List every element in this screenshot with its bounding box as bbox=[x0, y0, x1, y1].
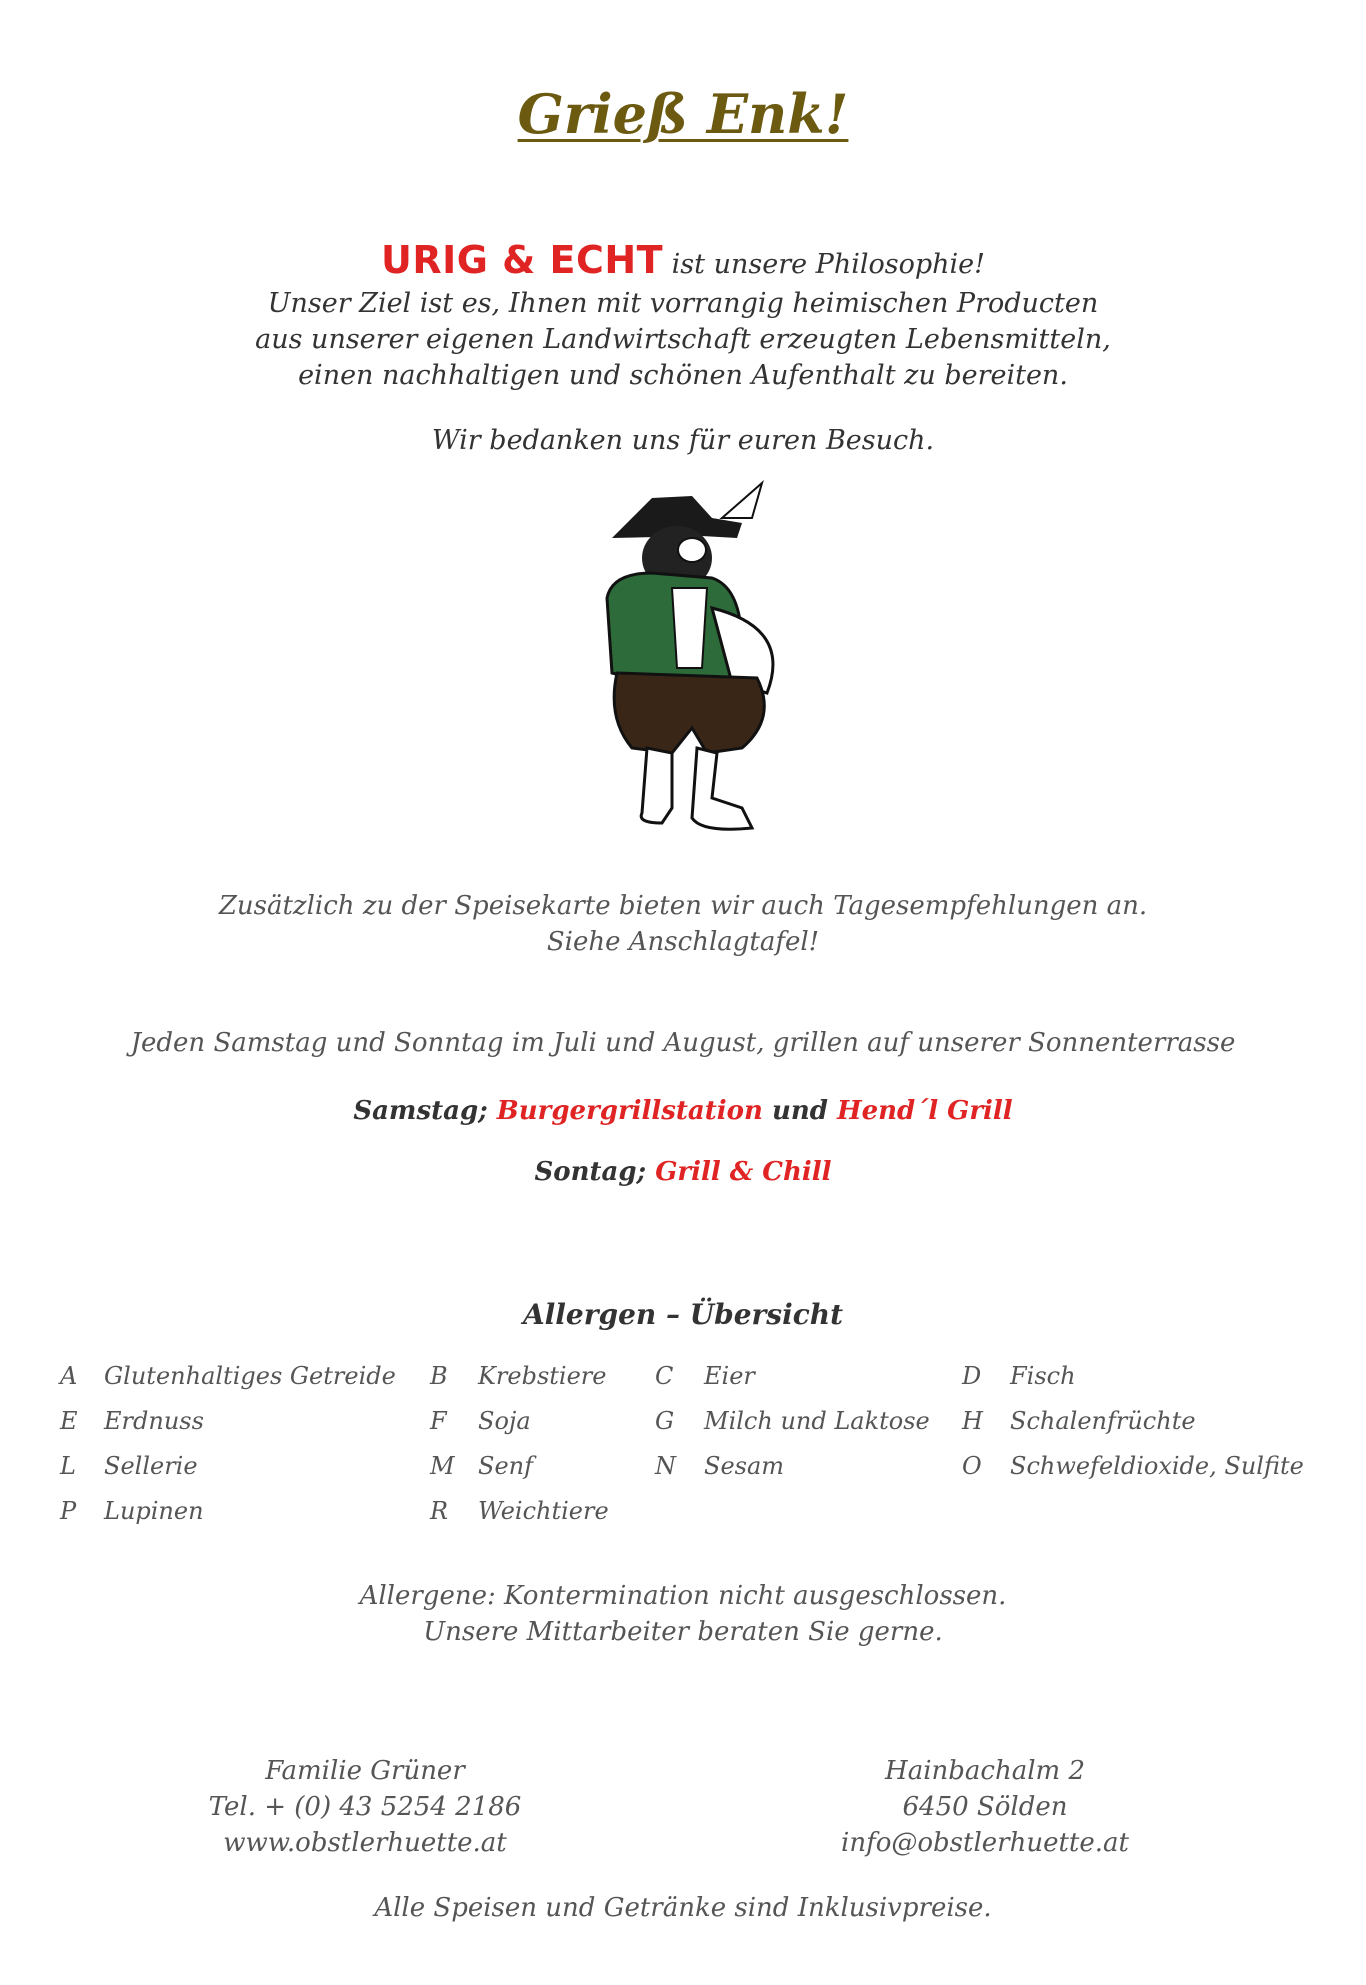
footer-street: Hainbachalm 2 bbox=[885, 1756, 1085, 1786]
footer-contact bbox=[200, 1753, 530, 1861]
allergen-name: Krebstiere bbox=[478, 1362, 607, 1390]
extra-info bbox=[0, 888, 1366, 960]
allergen-name: Sesam bbox=[704, 1452, 785, 1480]
allergen-note-line: Allergene: Kontermination nicht ausgeschlossen. bbox=[359, 1581, 1007, 1611]
footer-website[interactable]: www.obstlerhuette.at bbox=[223, 1828, 507, 1858]
thanks-text: Wir bedanken uns für euren Besuch. bbox=[431, 425, 935, 456]
sunday-label: Sontag; bbox=[534, 1157, 656, 1187]
allergen-code: A bbox=[60, 1362, 78, 1390]
allergen-note bbox=[0, 1578, 1366, 1650]
allergen-code: H bbox=[962, 1407, 983, 1435]
allergen-code: M bbox=[430, 1452, 455, 1480]
allergen-name: Schalenfrüchte bbox=[1010, 1407, 1196, 1435]
intro-text bbox=[0, 286, 1366, 394]
allergen-name: Senf bbox=[478, 1452, 533, 1480]
allergen-name: Weichtiere bbox=[478, 1497, 609, 1525]
footer-family: Familie Grüner bbox=[265, 1756, 465, 1786]
sunday-line bbox=[0, 1157, 1366, 1187]
footer-email[interactable]: info@obstlerhuette.at bbox=[841, 1828, 1129, 1858]
allergen-code: D bbox=[962, 1362, 982, 1390]
allergen-name: Sellerie bbox=[104, 1452, 198, 1480]
allergen-name: Soja bbox=[478, 1407, 531, 1435]
allergen-name: Lupinen bbox=[104, 1497, 204, 1525]
saturday-line bbox=[0, 1096, 1366, 1126]
allergen-code: G bbox=[655, 1407, 675, 1435]
mascot-illustration bbox=[592, 478, 807, 838]
philosophy-highlight: URIG & ECHT bbox=[380, 238, 664, 282]
allergen-code: P bbox=[60, 1497, 77, 1525]
price-note: Alle Speisen und Getränke sind Inklusivpreise. bbox=[374, 1893, 992, 1923]
allergen-code: C bbox=[655, 1362, 674, 1390]
footer-city: 6450 Sölden bbox=[902, 1792, 1068, 1822]
allergen-title: Allergen – Übersicht bbox=[522, 1298, 844, 1331]
philosophy-line bbox=[0, 238, 1366, 282]
sunday-item: Grill & Chill bbox=[655, 1157, 832, 1187]
page-title: Grieß Enk! bbox=[517, 82, 849, 146]
allergen-code: O bbox=[962, 1452, 982, 1480]
allergen-name: Eier bbox=[704, 1362, 755, 1390]
extra-line: Zusätzlich zu der Speisekarte bieten wir auch Tagesempfehlungen an. bbox=[218, 891, 1148, 921]
allergen-code: N bbox=[655, 1452, 676, 1480]
allergen-name: Glutenhaltiges Getreide bbox=[104, 1362, 396, 1390]
intro-line: einen nachhaltigen und schönen Aufenthalt zu bereiten. bbox=[298, 360, 1068, 391]
allergen-code: L bbox=[60, 1452, 76, 1480]
grill-info: Jeden Samstag und Sonntag im Juli und August, grillen auf unserer Sonnenterrasse bbox=[130, 1028, 1236, 1058]
allergen-name: Erdnuss bbox=[104, 1407, 204, 1435]
philosophy-text: ist unsere Philosophie! bbox=[663, 249, 986, 280]
saturday-item: Burgergrillstation bbox=[496, 1096, 763, 1126]
allergen-code: F bbox=[430, 1407, 447, 1435]
allergen-note-line: Unsere Mittarbeiter beraten Sie gerne. bbox=[423, 1617, 943, 1647]
footer-phone: Tel. + (0) 43 5254 2186 bbox=[208, 1792, 522, 1822]
allergen-name: Fisch bbox=[1010, 1362, 1076, 1390]
saturday-item: Hend´l Grill bbox=[837, 1096, 1013, 1126]
intro-line: Unser Ziel ist es, Ihnen mit vorrangig heimischen Producten bbox=[267, 288, 1099, 319]
allergen-code: R bbox=[430, 1497, 449, 1525]
saturday-label: Samstag; bbox=[353, 1096, 497, 1126]
allergen-name: Milch und Laktose bbox=[704, 1407, 930, 1435]
extra-line: Siehe Anschlagtafel! bbox=[546, 927, 820, 957]
saturday-joiner: und bbox=[762, 1096, 838, 1126]
allergen-code: E bbox=[60, 1407, 78, 1435]
footer-address bbox=[820, 1753, 1150, 1861]
intro-line: aus unserer eigenen Landwirtschaft erzeugten Lebensmitteln, bbox=[255, 324, 1111, 355]
allergen-name: Schwefeldioxide, Sulfite bbox=[1010, 1452, 1304, 1480]
allergen-code: B bbox=[430, 1362, 448, 1390]
